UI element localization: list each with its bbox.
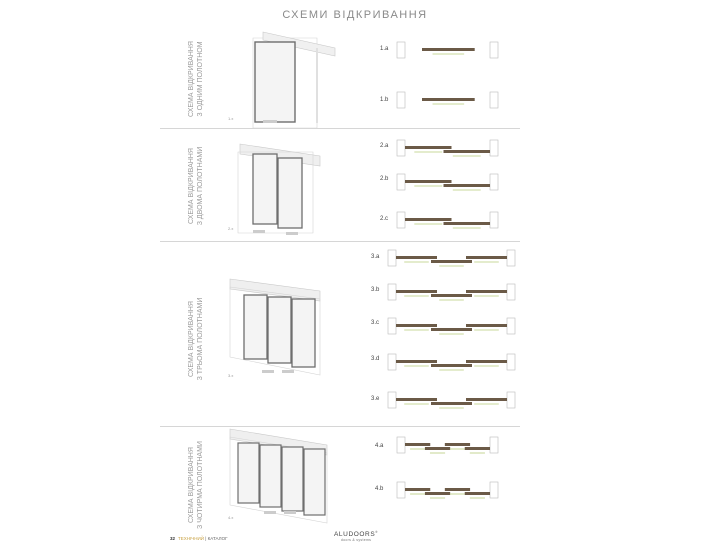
wall-left — [397, 212, 405, 228]
label-line: З ЧОТИРМА ПОЛОТНАМИ — [197, 441, 204, 529]
scheme-label: 2.c — [380, 216, 389, 222]
wall-right — [507, 318, 515, 334]
wall-right — [490, 140, 498, 156]
door-leaf — [431, 294, 472, 297]
door-leaf — [466, 324, 507, 327]
door-leaf — [405, 443, 430, 446]
wall-left — [397, 92, 405, 108]
door-leaf — [422, 48, 475, 51]
wall-right — [490, 212, 498, 228]
brand-logo: ALUDOORS® doors & systems — [334, 530, 379, 543]
wall-left — [397, 42, 405, 58]
door-leaf — [445, 488, 470, 491]
door-leaf — [425, 447, 450, 450]
brand-name: ALUDOORS — [334, 531, 376, 539]
door-leaf — [466, 256, 507, 259]
label-line: СХЕМА ВІДКРИВАННЯ — [188, 41, 195, 117]
wall-right — [507, 284, 515, 300]
wall-left — [388, 250, 396, 266]
figure-letter: 1.x — [228, 116, 234, 121]
door-leaf — [465, 447, 490, 450]
section-label-four-leaves — [187, 415, 205, 555]
wall-left — [397, 140, 405, 156]
figure-letter: 4.x — [228, 515, 234, 520]
label-line: СХЕМА ВІДКРИВАННЯ — [188, 447, 195, 523]
wall-left — [388, 354, 396, 370]
door-leaf — [405, 488, 430, 491]
wall-left — [388, 392, 396, 408]
door-leaf — [444, 222, 491, 225]
door-leaf — [396, 360, 437, 363]
door-leaf — [396, 398, 437, 401]
wall-left — [388, 318, 396, 334]
wall-right — [490, 42, 498, 58]
door-leaf — [431, 364, 472, 367]
scheme-label: 1.b — [380, 97, 389, 103]
door-leaf — [466, 360, 507, 363]
figure-letter: 3.x — [228, 373, 234, 378]
wall-left — [397, 482, 405, 498]
door-figure-two-leaves — [228, 138, 338, 238]
scheme-label: 2.a — [380, 143, 389, 149]
door-leaf — [465, 492, 490, 495]
door-leaf — [396, 324, 437, 327]
wall-right — [490, 92, 498, 108]
scheme-label: 2.b — [380, 176, 389, 182]
plan-diagrams — [385, 30, 525, 520]
door-leaf — [405, 146, 452, 149]
wall-right — [490, 174, 498, 190]
scheme-label: 3.c — [371, 320, 380, 326]
door-leaf — [444, 150, 491, 153]
door-leaf — [422, 98, 475, 101]
label-line: СХЕМА ВІДКРИВАННЯ — [188, 148, 195, 224]
door-leaf — [466, 398, 507, 401]
brand-tagline: doors & systems — [340, 538, 372, 543]
label-line: З ДВОМА ПОЛОТНАМИ — [197, 146, 204, 226]
door-leaf — [431, 260, 472, 263]
label-line: З ОДНИМ ПОЛОТНОМ — [197, 41, 204, 117]
door-leaf — [425, 492, 450, 495]
figure-letter: 2.x — [228, 226, 234, 231]
door-leaf — [445, 443, 470, 446]
scheme-label: 3.a — [371, 254, 380, 260]
section-label-two-leaves — [187, 116, 205, 256]
scheme-label: 4.a — [375, 443, 384, 449]
wall-right — [507, 354, 515, 370]
footer-text-2: КАТАЛОГ — [207, 536, 228, 541]
door-leaf — [396, 290, 437, 293]
label-line: СХЕМА ВІДКРИВАННЯ — [188, 301, 195, 377]
door-figure-three-leaves — [222, 275, 337, 380]
section-label-three-leaves — [187, 269, 205, 409]
door-figure-four-leaves — [222, 425, 340, 525]
wall-left — [397, 437, 405, 453]
door-leaf — [431, 328, 472, 331]
wall-right — [507, 250, 515, 266]
page-number: 32 — [170, 536, 176, 541]
scheme-label: 3.d — [371, 356, 380, 362]
scheme-label: 3.e — [371, 396, 380, 402]
door-leaf — [405, 218, 452, 221]
wall-right — [490, 437, 498, 453]
door-figure-one-leaf — [225, 28, 340, 128]
page-title: СХЕМИ ВІДКРИВАННЯ — [282, 9, 428, 21]
door-leaf — [405, 180, 452, 183]
footer-page-info: 32 ТЕХНІЧНИЙ | КАТАЛОГ — [170, 536, 228, 541]
scheme-label: 1.a — [380, 46, 389, 52]
wall-left — [397, 174, 405, 190]
wall-right — [490, 482, 498, 498]
door-leaf — [431, 402, 472, 405]
label-line: З ТРЬОМА ПОЛОТНАМИ — [197, 297, 204, 381]
scheme-label: 3.b — [371, 287, 380, 293]
wall-left — [388, 284, 396, 300]
door-leaf — [444, 184, 491, 187]
door-leaf — [466, 290, 507, 293]
scheme-label: 4.b — [375, 486, 384, 492]
door-leaf — [396, 256, 437, 259]
wall-right — [507, 392, 515, 408]
footer-text-1: ТЕХНІЧНИЙ — [178, 536, 204, 541]
